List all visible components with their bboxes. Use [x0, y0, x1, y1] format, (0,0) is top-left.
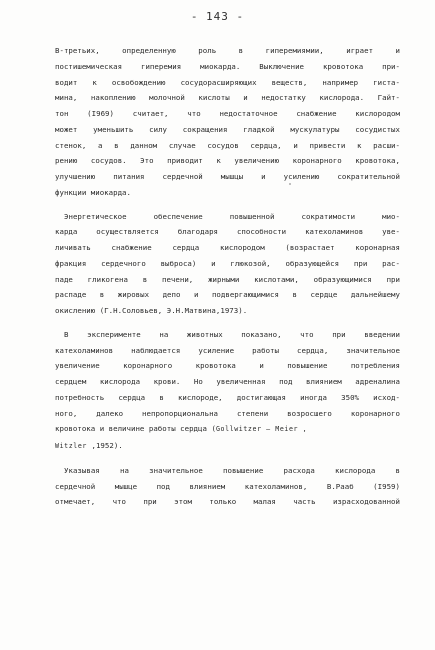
text-line: катехоламинов наблюдается усиление работы сердца, значительное — [55, 345, 400, 355]
text-line: распаде в жировых депо и подвергающимися в сердце дальнейшему — [55, 290, 400, 300]
page-number: - 143 - — [190, 10, 245, 23]
text-line — [55, 421, 400, 438]
text-line: стенок, а в данном случае сосудов сердца, и привести к расши- — [55, 140, 400, 150]
citation-author: – Meier — [266, 425, 299, 434]
ink-speck — [289, 183, 291, 185]
paragraph-3 — [55, 327, 400, 455]
text-line: паде гликогена в печени, жирными кислотами, образующимися при — [55, 274, 400, 284]
text-line: фракция сердечного выброса) и глюкозой, образующейся при рас- — [55, 258, 400, 268]
text-line: ного, далеко непропорциональна степени возросшего коронарного — [55, 408, 400, 418]
text-line — [55, 438, 400, 455]
text-line: функции миокарда. — [55, 187, 131, 197]
paragraph-1 — [55, 43, 400, 201]
text-line: личивать снабжение сердца кислородом (возрастает коронарная — [55, 243, 400, 252]
text-line: увеличение коронарного кровотока и повышение потребления — [55, 361, 400, 371]
paragraph-4 — [55, 463, 400, 510]
text-line: мина, накоплению молочной кислоты и недостатку кислорода. Гайт- — [55, 93, 400, 103]
text-line: рению сосудов. Это приводит к увеличению коронарного кровотока, — [55, 156, 400, 166]
text-line: постишемическая гиперемия миокарда. Выключение кровотока при- — [55, 61, 400, 71]
text-line: сердечной мышце под влиянием катехоламинов, В.Рааб (I959) — [55, 481, 400, 491]
text-line: Указывая на значительное повышение расхода кислорода в — [64, 465, 400, 475]
text-line: Энергетическое обеспечение повышенной сократимости мио- — [64, 211, 400, 221]
text-line: В-третьих, определенную роль в гиперемиямии, играет и — [55, 46, 400, 55]
text-line: тон (I969) считает, что недостаточное снабжение кислородом — [55, 109, 400, 118]
body-text — [55, 43, 400, 518]
text-line: сердцем кислорода крови. Но увеличенная под влиянием адреналина — [55, 377, 400, 386]
citation-author: Witzler — [55, 442, 87, 450]
citation-year: ,1952). — [91, 441, 123, 450]
text-line: водит к освобождению сосудорасширяющих веществ, например гиста- — [55, 77, 400, 87]
paragraph-2 — [55, 209, 400, 319]
text-fragment: кровотока и величине работы сердца — [55, 424, 207, 434]
text-line: потребность сердца в кислороде, достигающая иногда 350% исход- — [55, 392, 400, 402]
citation-separator: , — [302, 425, 308, 434]
text-line: карда осуществляется благодаря способности катехоламинов уве- — [55, 227, 400, 237]
text-line: отмечает, что при этом только малая часть израсходованной — [55, 497, 400, 507]
text-line: может уменьшить силу сокращения гладкой мускулатуры сосудистых — [55, 124, 400, 134]
text-line: В эксперименте на животных показано, что при введении — [64, 329, 400, 339]
text-line: улучшению питания сердечной мышцы и усилению сократительной — [55, 172, 400, 181]
citation-open: ( — [211, 424, 216, 434]
text-line: окислению (Г.Н.Соловьев, Э.Н.Матвина,1973). — [55, 306, 248, 315]
citation-author: Gollwitzer — [215, 425, 262, 434]
